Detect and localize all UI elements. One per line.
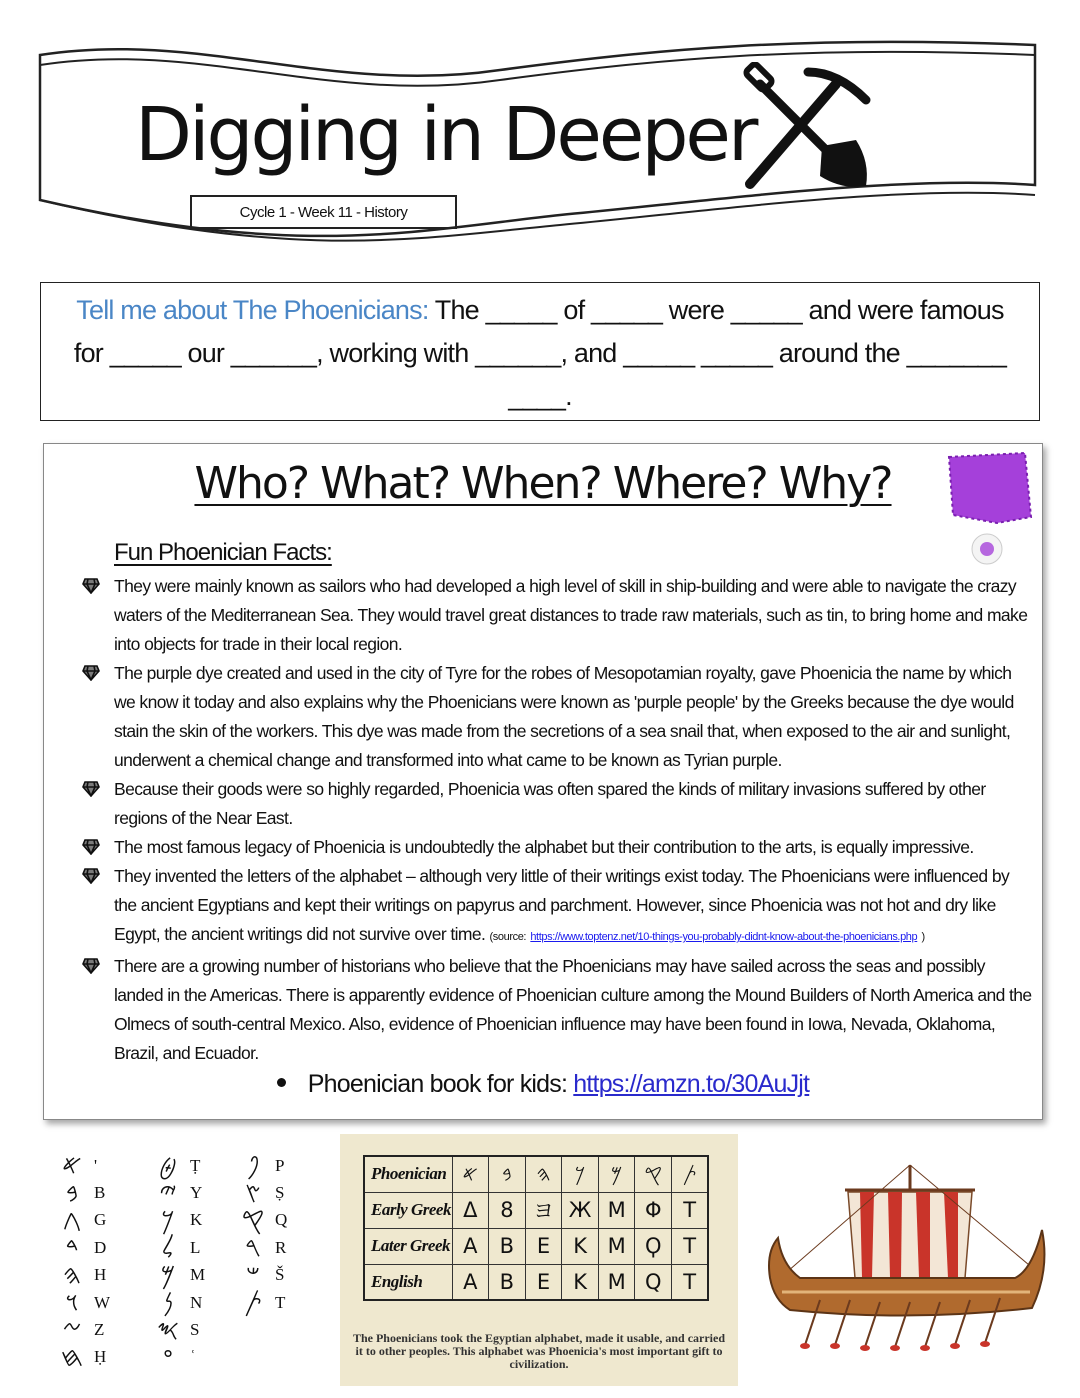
phoenician-glyph: 𐤃 xyxy=(65,1232,79,1264)
phoenician-glyph: 𐤆 xyxy=(62,1314,82,1346)
letter-cell: E xyxy=(525,1228,562,1264)
letter-cell: 𐤊 xyxy=(562,1156,599,1192)
diamond-bullet-icon xyxy=(82,868,100,884)
letter-cell: Φ xyxy=(635,1192,672,1228)
alphabet-row xyxy=(52,1341,110,1373)
latin-letter: Q xyxy=(275,1210,288,1230)
row-label: Phoenician xyxy=(364,1156,452,1192)
diamond-bullet-icon xyxy=(82,839,100,855)
alphabet-row xyxy=(52,1287,111,1319)
alphabet-row xyxy=(148,1204,205,1236)
letter-cell: 𐤄 xyxy=(525,1156,562,1192)
letter-cell: Δ xyxy=(452,1192,489,1228)
phoenician-glyph: 𐤍 xyxy=(162,1287,174,1319)
pickaxe-shovel-icon xyxy=(738,62,878,192)
facts-panel xyxy=(43,443,1043,1120)
latin-letter: T xyxy=(275,1292,286,1312)
alphabet-row xyxy=(148,1314,205,1346)
phoenician-glyph: 𐤉 xyxy=(159,1177,177,1209)
latin-letter: K xyxy=(190,1210,203,1230)
phoenician-glyph: 𐤓 xyxy=(244,1232,262,1264)
letter-cell: Q xyxy=(635,1264,672,1300)
diamond-bullet-icon xyxy=(82,578,100,594)
latin-letter: R xyxy=(275,1237,287,1257)
phoenician-glyph: 𐤇 xyxy=(60,1341,84,1373)
book-recommendation xyxy=(44,1070,1042,1099)
latin-letter: Š xyxy=(275,1265,285,1285)
letter-cell: A xyxy=(452,1228,489,1264)
latin-letter: Z xyxy=(94,1320,105,1340)
letter-cell: Ж xyxy=(562,1192,599,1228)
alphabet-row xyxy=(148,1232,205,1264)
phoenician-glyph: 𐤔 xyxy=(246,1259,260,1291)
source-close: ) xyxy=(921,931,925,943)
prompt-text: The _____ of _____ were _____ and were famous for _____ our ______, working with ______, and _____ _____ around the _______ ____. xyxy=(73,295,1007,411)
latin-letter: Ṣ xyxy=(275,1183,285,1203)
list-item: They invented the letters of the alphabet – although very little of their writings exist today. The Phoenicians were influenced by the ancient Egyptians and kept their writings on papyrus and parchment. However, since Phoenicia was not hot and dry like Egypt, the ancient writings did not survive over time. (source: https://www.toptenz.net/10-things-you-probably-didnt-know-about-the-phoenicians.php ) xyxy=(74,862,1034,952)
page-title: Digging in Deeper xyxy=(135,92,756,178)
latin-letter: W xyxy=(94,1292,111,1312)
phoenician-glyph: 𐤑 xyxy=(245,1177,261,1209)
book-link[interactable]: https://amzn.to/30AuJjt xyxy=(573,1070,810,1098)
alphabet-row xyxy=(233,1287,287,1319)
alphabet-row xyxy=(148,1150,205,1182)
latin-letter: Ṭ xyxy=(190,1155,201,1175)
latin-letter: H xyxy=(94,1265,107,1285)
letter-cell: T xyxy=(672,1192,709,1228)
phoenician-glyph: 𐤊 xyxy=(161,1204,175,1236)
alphabet-row xyxy=(233,1232,287,1264)
subtitle-box: Cycle 1 - Week 11 - History xyxy=(190,195,457,229)
letter-cell: 𐤀 xyxy=(452,1156,489,1192)
letter-cell: B xyxy=(489,1264,526,1300)
letter-cell: 𐤌 xyxy=(598,1156,635,1192)
latin-letter: Y xyxy=(190,1183,203,1203)
alphabet-column-3 xyxy=(233,1150,288,1319)
alphabet-column-2 xyxy=(148,1152,205,1371)
latin-letter: D xyxy=(94,1237,107,1257)
alphabet-row xyxy=(52,1150,110,1182)
latin-letter: M xyxy=(190,1265,206,1285)
alphabet-row xyxy=(52,1259,110,1291)
letter-cell: 𐤁 xyxy=(489,1156,526,1192)
table-row xyxy=(364,1192,708,1228)
row-label: Later Greek xyxy=(364,1228,452,1264)
alphabet-row xyxy=(52,1177,110,1209)
phoenician-glyph: 𐤅 xyxy=(65,1287,79,1319)
phoenician-glyph: 𐤋 xyxy=(161,1232,175,1264)
letter-cell: ヨ xyxy=(525,1192,562,1228)
list-item: The purple dye created and used in the city of Tyre for the robes of Mesopotamian royalty, gave Phoenicia the name by which we know it today and also explains why the Phoenicians were known as 'purple people' by the Greeks because the dye would stain the skin of the workers. This dye was made from the secretions of a sea snail that, when exposed to the air and sunlight, underwent a chemical change and transformed into what came to be known as Tyrian purple. xyxy=(74,659,1034,775)
letter-cell: 𐤕 xyxy=(672,1156,709,1192)
letter-cell: K xyxy=(562,1264,599,1300)
alphabet-row xyxy=(52,1232,110,1264)
alphabet-row xyxy=(148,1341,205,1373)
prompt-lead: Tell me about The Phoenicians: xyxy=(76,295,429,325)
book-label: Phoenician book for kids: xyxy=(307,1070,568,1098)
phoenician-glyph: 𐤐 xyxy=(246,1150,260,1182)
phoenician-glyph: 𐤏 xyxy=(162,1341,174,1373)
fill-in-prompt xyxy=(40,282,1040,421)
letter-cell: K xyxy=(562,1228,599,1264)
alphabet-row xyxy=(233,1150,287,1182)
letter-cell: 𐤒 xyxy=(635,1156,672,1192)
row-label: Early Greek xyxy=(364,1192,452,1228)
latin-letter: ' xyxy=(94,1155,98,1175)
letter-cell: 8 xyxy=(489,1192,526,1228)
letter-cell: T xyxy=(672,1228,709,1264)
phoenician-glyph: 𐤌 xyxy=(160,1259,176,1291)
section-heading: Who? What? When? Where? Why? xyxy=(194,458,892,509)
diamond-bullet-icon xyxy=(82,665,100,681)
list-item: They were mainly known as sailors who had developed a high level of skill in ship-building and were able to navigate the crazy waters of the Mediterranean Sea. They would travel great distances to trade raw materials, such as tin, to bring home and make into objects for trade in their local region. xyxy=(74,572,1034,659)
facts-list xyxy=(74,572,1034,1068)
letter-cell: Ϙ xyxy=(635,1228,672,1264)
phoenician-glyph: 𐤕 xyxy=(244,1287,262,1319)
alphabet-comparison-image xyxy=(340,1134,738,1386)
chart-caption: The Phoenicians took the Egyptian alphabet, made it usable, and carried it to other peoples. This alphabet was Phoenicia's most important gift to civilization. xyxy=(352,1331,726,1371)
latin-letter: B xyxy=(94,1183,106,1203)
bullet-dot-icon xyxy=(277,1078,286,1087)
alphabet-row xyxy=(52,1314,110,1346)
latin-letter: Ḥ xyxy=(94,1347,107,1367)
letter-cell: E xyxy=(525,1264,562,1300)
diamond-bullet-icon xyxy=(82,958,100,974)
row-label: English xyxy=(364,1264,452,1300)
alphabet-row xyxy=(148,1287,205,1319)
facts-heading: Fun Phoenician Facts: xyxy=(114,539,332,566)
table-row xyxy=(364,1156,708,1192)
table-row xyxy=(364,1264,708,1300)
latin-letter: S xyxy=(190,1320,200,1340)
latin-letter: L xyxy=(190,1237,201,1257)
letter-cell: A xyxy=(452,1264,489,1300)
latin-letter: N xyxy=(190,1292,203,1312)
list-item: The most famous legacy of Phoenicia is undoubtedly the alphabet but their contribution to the arts, is equally impressive. xyxy=(74,833,1034,862)
phoenician-ship-image xyxy=(760,1160,1050,1360)
phoenician-glyph: 𐤂 xyxy=(62,1204,82,1236)
phoenician-glyph: 𐤎 xyxy=(156,1314,180,1346)
alphabet-row xyxy=(233,1177,287,1209)
list-item: There are a growing number of historians who believe that the Phoenicians may have sailed across the seas and possibly landed in the Americas. There is apparently evidence of Phoenician culture among the Mound Builders of North America and the Olmecs of south-central Mexico. Also, evidence of Phoenician influence may have been found in Iowa, Nevada, Oklahoma, Brazil, and Ecuador. xyxy=(74,952,1034,1068)
source-label: (source: xyxy=(489,931,527,943)
diamond-bullet-icon xyxy=(82,781,100,797)
phoenician-glyph: 𐤁 xyxy=(65,1177,79,1209)
letter-cell: M xyxy=(598,1192,635,1228)
list-item: Because their goods were so highly regarded, Phoenicia was often spared the kinds of military invasions suffered by other regions of the Near East. xyxy=(74,775,1034,833)
phoenician-glyph: 𐤒 xyxy=(241,1204,265,1236)
alphabet-row xyxy=(52,1204,110,1236)
phoenician-glyph: 𐤀 xyxy=(61,1150,83,1182)
alphabet-comparison-table xyxy=(363,1155,709,1301)
letter-cell: B xyxy=(489,1228,526,1264)
alphabet-row xyxy=(233,1204,288,1236)
phoenician-glyph: 𐤈 xyxy=(159,1150,177,1182)
letter-cell: T xyxy=(672,1264,709,1300)
table-row xyxy=(364,1228,708,1264)
latin-letter: G xyxy=(94,1210,107,1230)
latin-letter: P xyxy=(275,1155,285,1175)
latin-letter: ʿ xyxy=(190,1347,196,1367)
purple-dye-image xyxy=(937,447,1037,567)
letter-cell: M xyxy=(598,1228,635,1264)
alphabet-row xyxy=(233,1259,287,1291)
letter-cell: M xyxy=(598,1264,635,1300)
phoenician-glyph: 𐤄 xyxy=(62,1259,82,1291)
alphabet-row xyxy=(148,1259,206,1291)
source-link[interactable]: https://www.toptenz.net/10-things-you-probably-didnt-know-about-the-phoenicians.php xyxy=(530,931,918,943)
alphabet-row xyxy=(148,1177,205,1209)
alphabet-column-1 xyxy=(52,1152,110,1371)
